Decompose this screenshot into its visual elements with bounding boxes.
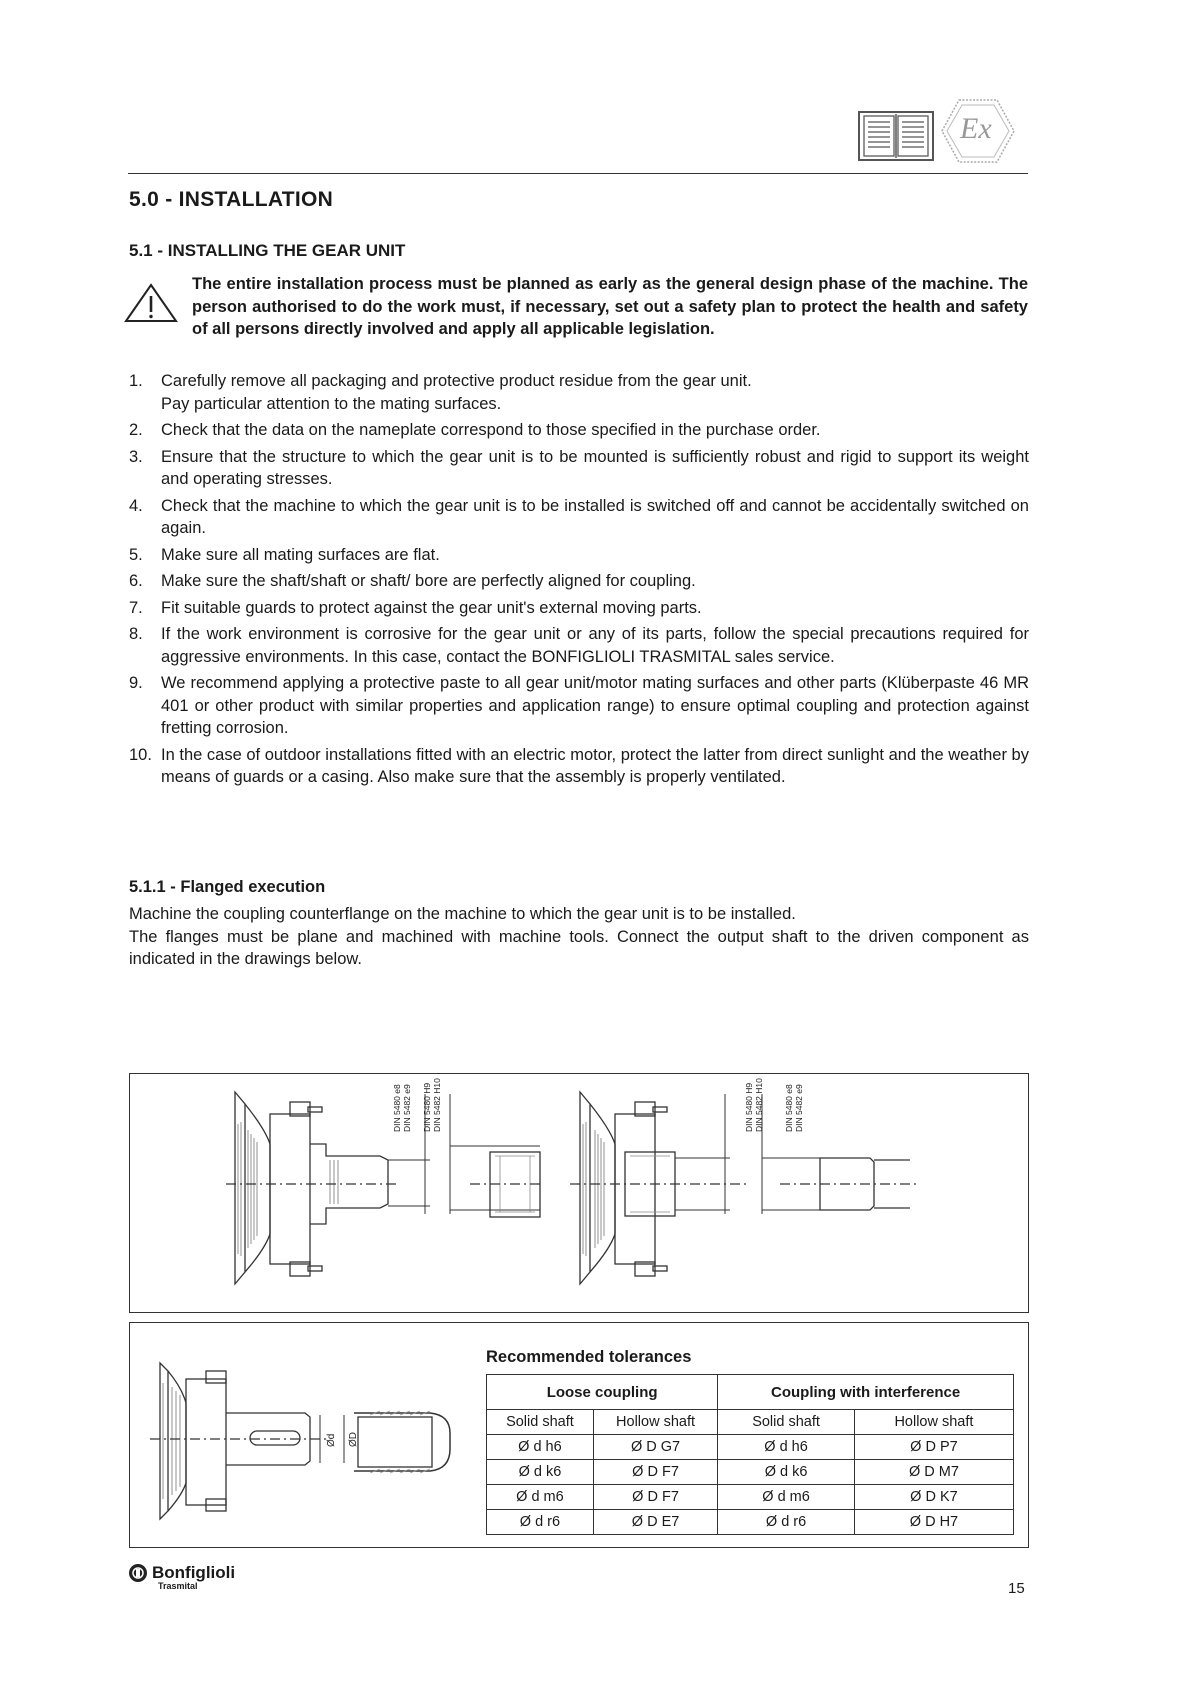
tolerance-table: [486, 1374, 1014, 1535]
step-item: [129, 446, 1029, 491]
step-text: Carefully remove all packaging and protective product residue from the gear unit. Pay particular attention to the mating surfaces.: [161, 372, 752, 413]
tolerance-cell: Ø D E7: [593, 1510, 717, 1535]
tolerance-cell: Ø d r6: [487, 1510, 594, 1535]
step-number: 10.: [129, 745, 152, 764]
label-din-5480-e8: DIN 5480 e8: [392, 1084, 402, 1132]
label-din-5482-h10: DIN 5482 H10: [432, 1078, 442, 1132]
step-text: We recommend applying a protective paste to all gear unit/motor mating surfaces and other parts (Klüberpaste 46 MR 401 or other product with similar properties and application range) to ensure optimal coupling and protection against fretting corrosion.: [161, 674, 1029, 737]
tolerance-cell: Ø D H7: [854, 1510, 1013, 1535]
step-number: 6.: [129, 572, 143, 590]
step-number: 5.: [129, 545, 143, 564]
label-din-5482-e9: DIN 5482 e9: [402, 1084, 412, 1132]
tolerance-cell: Ø D M7: [854, 1460, 1013, 1485]
step-item: [129, 597, 1029, 620]
label-din-5480-h9: DIN 5480 H9: [422, 1082, 432, 1132]
tolerance-cell: Ø d k6: [487, 1460, 594, 1485]
tolerance-cell: Ø d m6: [487, 1485, 594, 1510]
warning-triangle-icon: [124, 283, 178, 323]
ex-hexagon-icon: [940, 98, 1016, 164]
label-din-5480-e8-right: DIN 5480 e8: [784, 1084, 794, 1132]
step-text: If the work environment is corrosive for the gear unit or any of its parts, follow the special precautions required for aggressive environments. In this case, contact the BONFIGLIOLI TRASMITAL sales service.: [161, 625, 1029, 666]
coupling-drawing-1: [129, 1073, 1029, 1313]
step-text: Make sure the shaft/shaft or shaft/ bore are perfectly aligned for coupling.: [161, 572, 696, 590]
step-number: 1.: [129, 372, 143, 390]
label-din-5480-h9-right: DIN 5480 H9: [744, 1082, 754, 1132]
page-number: 15: [1008, 1580, 1025, 1597]
header-rule: [128, 173, 1028, 174]
step-number: 2.: [129, 421, 143, 439]
step-item: [129, 495, 1029, 540]
manual-book-icon: [856, 108, 936, 164]
step-number: 7.: [129, 598, 143, 617]
tolerance-cell: Ø D K7: [854, 1485, 1013, 1510]
brand-name: Bonfiglioli: [152, 1563, 236, 1582]
tolerance-cell: Ø D F7: [593, 1460, 717, 1485]
step-item: [129, 544, 1029, 567]
flanged-execution-title: 5.1.1 - Flanged execution: [129, 878, 326, 896]
step-item: [129, 570, 1029, 593]
page-title: 5.0 - INSTALLATION: [129, 188, 334, 211]
step-number: 4.: [129, 496, 143, 515]
bonfiglioli-logo: [128, 1563, 235, 1591]
tolerance-row: [487, 1435, 1014, 1460]
step-text: In the case of outdoor installations fitted with an electric motor, protect the latter from direct sunlight and the weather by means of guards or a casing. Also make sure that the assembly is properly ventilated.: [161, 745, 1029, 786]
section-subtitle: 5.1 - INSTALLING THE GEAR UNIT: [129, 241, 406, 260]
step-text: Make sure all mating surfaces are flat.: [161, 545, 440, 564]
subheader-solid-shaft: Solid shaft: [487, 1410, 594, 1435]
step-text: Check that the machine to which the gear unit is to be installed is switched off and cannot be accidentally switched on again.: [161, 496, 1029, 537]
warning-text: The entire installation process must be planned as early as the general design phase of the machine. The person authorised to do the work must, if necessary, set out a safety plan to protect the health and safety of all persons directly involved and apply all applicable legislation.: [192, 275, 1028, 338]
step-item: [129, 672, 1029, 740]
subheader-solid-shaft: Solid shaft: [718, 1410, 855, 1435]
step-number: 3.: [129, 447, 143, 466]
dim-big-d: ØD: [348, 1432, 359, 1447]
brand-sub: Trasmital: [158, 1581, 198, 1591]
tolerance-cell: Ø D F7: [593, 1485, 717, 1510]
brand-mark-icon: [128, 1563, 148, 1583]
flanged-execution-text: Machine the coupling counterflange on the machine to which the gear unit is to be installed. The flanges must be plane and machined with machine tools. Connect the output shaft to the driven component as indicated in the drawings below.: [129, 905, 1029, 968]
installation-steps: [129, 370, 1029, 793]
tolerance-cell: Ø d r6: [718, 1510, 855, 1535]
tolerance-cell: Ø d m6: [718, 1485, 855, 1510]
tolerance-row: [487, 1460, 1014, 1485]
step-item: [129, 419, 1029, 442]
step-number: 8.: [129, 625, 143, 643]
step-item: [129, 744, 1029, 789]
tolerance-cell: Ø D P7: [854, 1435, 1013, 1460]
ex-label: Ex: [960, 112, 992, 145]
label-din-5482-e9-right: DIN 5482 e9: [794, 1084, 804, 1132]
dim-small-d: Ød: [326, 1433, 337, 1447]
tolerance-row: [487, 1510, 1014, 1535]
label-din-5482-h10-right: DIN 5482 H10: [754, 1078, 764, 1132]
step-item: [129, 623, 1029, 668]
tolerance-cell: Ø d k6: [718, 1460, 855, 1485]
tolerance-row: [487, 1485, 1014, 1510]
step-text: Ensure that the structure to which the gear unit is to be mounted is sufficiently robust and rigid to support its weight and operating stresses.: [161, 447, 1029, 488]
step-item: [129, 370, 1029, 415]
tolerance-table-title: Recommended tolerances: [486, 1348, 692, 1366]
step-number: 9.: [129, 674, 143, 692]
subheader-hollow-shaft: Hollow shaft: [854, 1410, 1013, 1435]
step-text: Fit suitable guards to protect against the gear unit's external moving parts.: [161, 598, 702, 617]
header-loose-coupling: Loose coupling: [487, 1375, 718, 1410]
tolerance-cell: Ø d h6: [718, 1435, 855, 1460]
step-text: Check that the data on the nameplate correspond to those specified in the purchase order.: [161, 421, 821, 439]
tolerance-cell: Ø d h6: [487, 1435, 594, 1460]
subheader-hollow-shaft: Hollow shaft: [593, 1410, 717, 1435]
tolerance-cell: Ø D G7: [593, 1435, 717, 1460]
header-interference-coupling: Coupling with interference: [718, 1375, 1014, 1410]
